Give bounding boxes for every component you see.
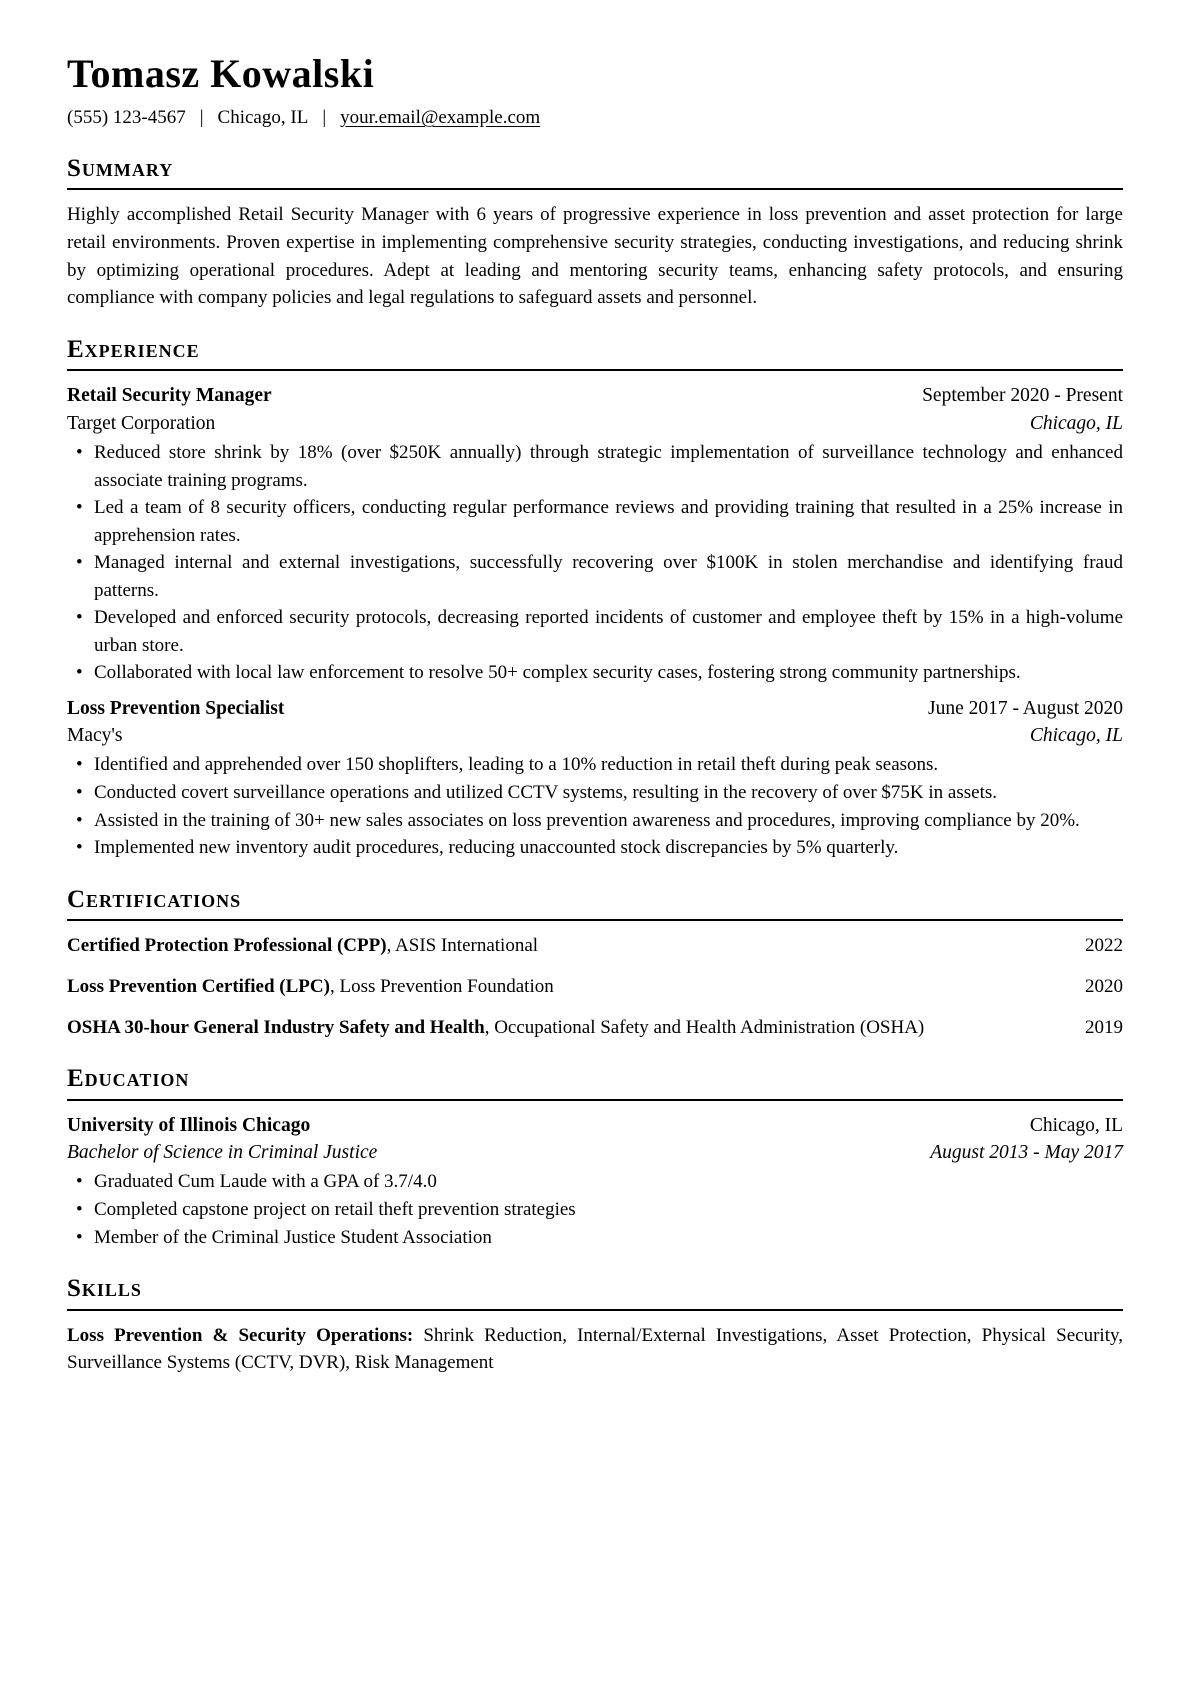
certification-row <box>67 932 1123 960</box>
job-title: Loss Prevention Specialist <box>67 697 285 719</box>
job-bullet: • Led a team of 8 security officers, conducting regular performance reviews and providing training that resulted in a 25% increase in apprehension rates. <box>67 494 1123 549</box>
school-name-row <box>67 1112 1123 1139</box>
section-certifications <box>67 886 1123 1041</box>
job-bullet: • Collaborated with local law enforcement to resolve 50+ complex security cases, fostering strong community partnerships. <box>67 659 1123 687</box>
job-bullet: • Conducted covert surveillance operations and utilized CCTV systems, resulting in the recovery of over $75K in assets. <box>67 779 1123 807</box>
summary-paragraph: Highly accomplished Retail Security Manager with 6 years of progressive experience in loss prevention and asset protection for large retail environments. Proven expertise in implementing comprehensive security strategies, conducting investigations, and reducing shrink by optimizing operational procedures. Adept at leading and mentoring security teams, enhancing safety protocols, and ensuring compliance with company policies and legal regulations to safeguard assets and personnel. <box>67 204 1123 309</box>
certification-name: Certified Protection Professional (CPP) <box>67 935 387 957</box>
job-company: Target Corporation <box>67 412 216 434</box>
phone-number: (555) 123-4567 <box>67 107 186 128</box>
education-bullet: • Member of the Criminal Justice Student Association <box>67 1224 1123 1252</box>
education-bullet: • Completed capstone project on retail theft prevention strategies <box>67 1196 1123 1224</box>
degree-row <box>67 1139 1123 1166</box>
degree-name: Bachelor of Science in Criminal Justice <box>67 1142 378 1164</box>
job-company-row <box>67 722 1123 749</box>
certification-year: 2019 <box>1085 1016 1123 1038</box>
skills-section-title: Skills <box>67 1275 1123 1311</box>
summary-section-title: Summary <box>67 155 1123 191</box>
comma-separator: , <box>484 1016 495 1038</box>
school-location: Chicago, IL <box>1029 1114 1123 1136</box>
certification-year: 2022 <box>1085 935 1123 957</box>
skills-list: Shrink Reduction, Internal/External Investigations, Asset Protection, Physical Security, Surveillance Systems (CCTV, DVR), Risk Management <box>67 1324 1123 1374</box>
job-title: Retail Security Manager <box>67 385 272 407</box>
job-title-row <box>67 382 1123 409</box>
candidate-name: Tomasz Kowalski <box>67 51 375 96</box>
certification-text <box>67 932 556 960</box>
section-education <box>67 1065 1123 1251</box>
job-bullet: • Assisted in the training of 30+ new sales associates on loss prevention awareness and procedures, improving compliance by 20%. <box>67 807 1123 835</box>
job-bullet: • Identified and apprehended over 150 shoplifters, leading to a 10% reduction in retail theft during peak seasons. <box>67 751 1123 779</box>
education-section-title: Education <box>67 1065 1123 1101</box>
education-bullet-list <box>67 1168 1123 1251</box>
job-dates: September 2020 - Present <box>922 385 1123 407</box>
job-dates: June 2017 - August 2020 <box>928 697 1123 719</box>
certification-name: Loss Prevention Certified (LPC) <box>67 975 330 997</box>
job-bullet: • Developed and enforced security protocols, decreasing reported incidents of customer and employee theft by 15% in a high-volume urban store. <box>67 604 1123 659</box>
certification-issuer: ASIS International <box>395 935 539 957</box>
certification-name: OSHA 30-hour General Industry Safety and Health <box>67 1016 485 1038</box>
job-bullet-list <box>67 751 1123 861</box>
contact-line <box>67 106 1123 131</box>
section-skills <box>67 1275 1123 1377</box>
job-company-row <box>67 410 1123 437</box>
experience-section-title: Experience <box>67 336 1123 372</box>
certification-text <box>67 973 572 1001</box>
certification-issuer: Loss Prevention Foundation <box>339 975 554 997</box>
certifications-section-title: Certifications <box>67 886 1123 922</box>
school-name: University of Illinois Chicago <box>67 1114 311 1136</box>
job-entry-retail-security-manager <box>67 382 1123 687</box>
comma-separator: , <box>329 975 340 997</box>
job-bullet-list <box>67 439 1123 687</box>
education-entry <box>67 1112 1123 1251</box>
job-location: Chicago, IL <box>1029 725 1123 747</box>
job-entry-loss-prevention-specialist <box>67 695 1123 862</box>
certification-year: 2020 <box>1085 975 1123 997</box>
certification-row <box>67 1014 1123 1042</box>
education-bullet: • Graduated Cum Laude with a GPA of 3.7/4.0 <box>67 1168 1123 1196</box>
pipe-separator: | <box>199 107 204 128</box>
job-bullet: • Reduced store shrink by 18% (over $250K annually) through strategic implementation of surveillance technology and enhanced associate training programs. <box>67 439 1123 494</box>
job-location: Chicago, IL <box>1029 412 1123 434</box>
certification-issuer: Occupational Safety and Health Administration (OSHA) <box>494 1016 925 1038</box>
location-text: Chicago, IL <box>217 107 309 128</box>
comma-separator: , <box>386 935 396 957</box>
certification-row <box>67 973 1123 1001</box>
job-company: Macy's <box>67 725 123 747</box>
pipe-separator: | <box>322 107 327 128</box>
certification-text <box>67 1014 942 1042</box>
skills-line <box>67 1322 1123 1377</box>
resume-header <box>67 52 1123 131</box>
job-title-row <box>67 695 1123 722</box>
section-summary <box>67 155 1123 312</box>
job-bullet: • Managed internal and external investigations, successfully recovering over $100K in stolen merchandise and identifying fraud patterns. <box>67 549 1123 604</box>
section-experience <box>67 336 1123 862</box>
skills-category: Loss Prevention & Security Operations: <box>67 1324 414 1346</box>
education-dates: August 2013 - May 2017 <box>930 1142 1123 1164</box>
email-link[interactable]: your.email@example.com <box>340 107 541 128</box>
job-bullet: • Implemented new inventory audit procedures, reducing unaccounted stock discrepancies by 5% quarterly. <box>67 834 1123 862</box>
